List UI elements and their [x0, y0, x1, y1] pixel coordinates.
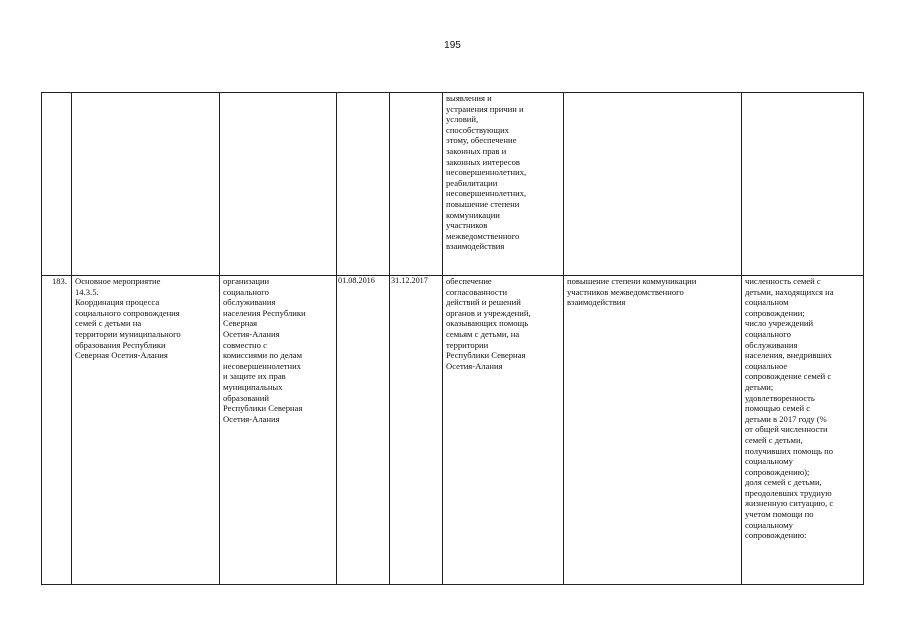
row-number-cell: 183.: [42, 276, 72, 585]
executor-cell: [220, 93, 337, 276]
consequences-cell: [564, 93, 742, 276]
table-row: [42, 93, 864, 276]
start-date-cell: 01.08.2016: [337, 276, 390, 585]
table-row: [42, 276, 864, 585]
expected-result-cell: обеспечение согласованности действий и решений органов и учреждений, оказывающих помощь семьям с детьми, на территории Республики Северная Осетия-Алания: [443, 276, 564, 585]
end-date-cell: [390, 93, 443, 276]
start-date-cell: [337, 93, 390, 276]
expected-result-cell: выявления и устранения причин и условий, способствующих этому, обеспечение законных прав и законных интересов несовершеннолетних, реабилитации несовершеннолетних, повышение степени коммуникации участников межведомственного взаимодействия: [443, 93, 564, 276]
row-number-cell: [42, 93, 72, 276]
activity-cell: [72, 93, 220, 276]
measures-table: [41, 92, 864, 585]
indicator-cell: [742, 93, 864, 276]
activity-cell: Основное мероприятие 14.3.5. Координация процесса социального сопровождения семей с детьми на территории муниципального образования Республики Северная Осетия-Алания: [72, 276, 220, 585]
page-number: 195: [444, 40, 461, 51]
executor-cell: организации социального обслуживания населения Республики Северная Осетия-Алания совместно с комиссиями по делам несовершеннолетних и защите их прав муниципальных образований Республики Северная Осетия-Алания: [220, 276, 337, 585]
consequences-cell: повышение степени коммуникации участников межведомственного взаимодействия: [564, 276, 742, 585]
indicator-cell: численность семей с детьми, находящихся на социальном сопровождении; число учреждений социального обслуживания населения, внедривших социальное сопровождение семей с детьми; удовлетворенность помощью семей с детьми в 2017 году (% от общей численности семей с детьми, получивших помощь по социальному сопровождению); доля семей с детьми, преодолевших трудную жизненную ситуацию, с учетом помощи по социальному сопровождению:: [742, 276, 864, 585]
end-date-cell: 31.12.2017: [390, 276, 443, 585]
